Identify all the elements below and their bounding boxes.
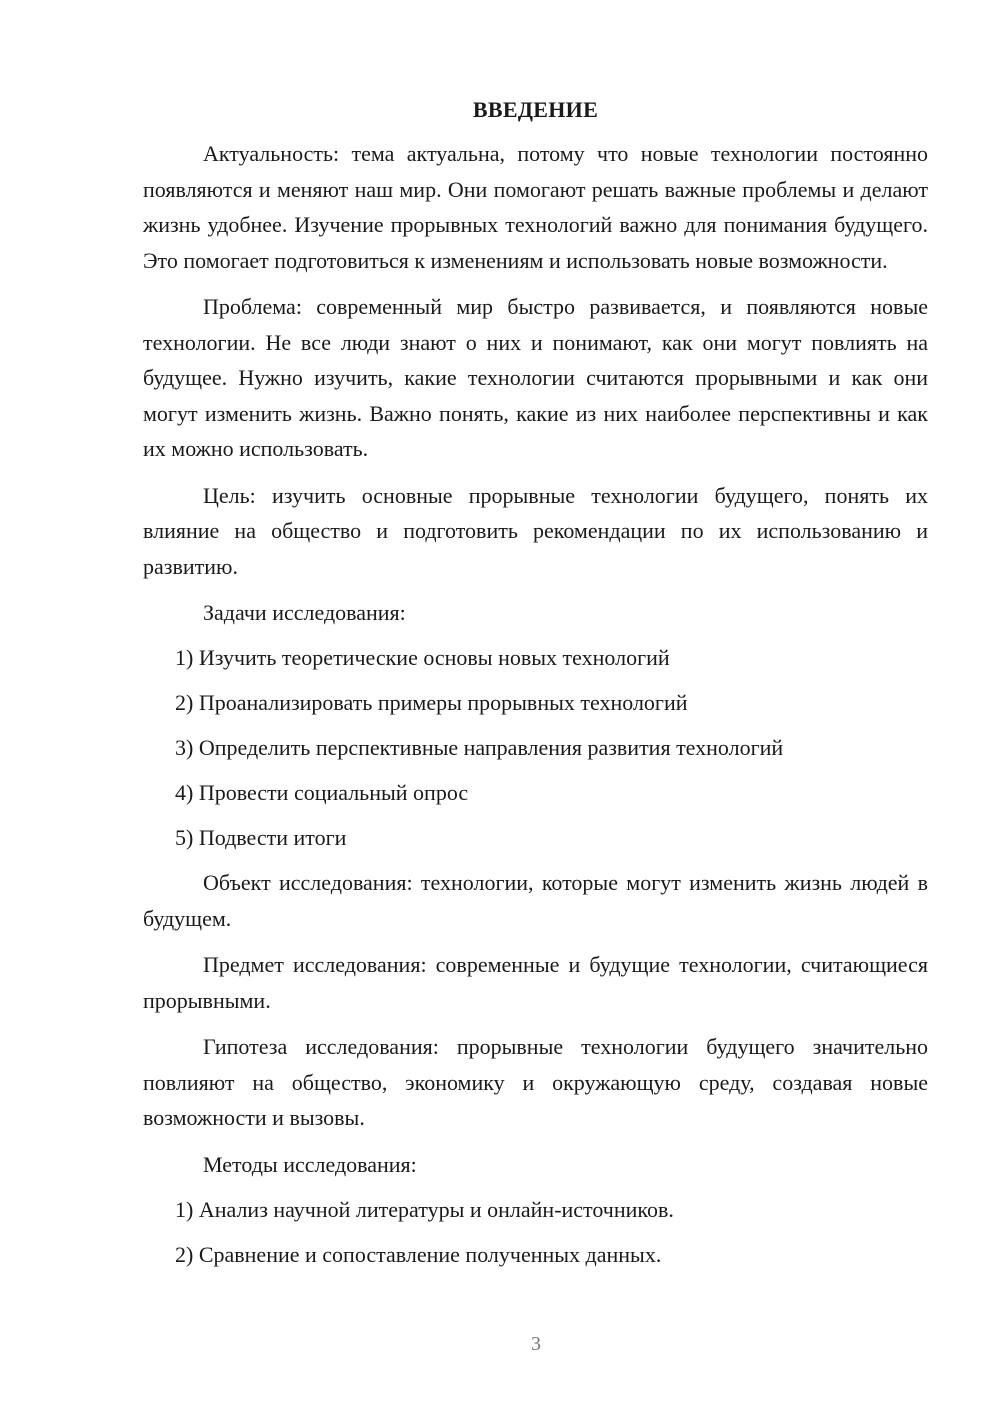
- methods-label: Методы исследования:: [203, 1151, 417, 1177]
- hypothesis-paragraph: Гипотеза исследования: прорывные технологии будущего значительно повлияют на общество, экономику и окружающую среду, создавая новые возможности и вызовы.: [143, 1034, 928, 1130]
- page-number: 3: [531, 1333, 541, 1355]
- task-item-3: 3) Определить перспективные направления развития технологий: [175, 735, 784, 760]
- document-page: [143, 94, 928, 1282]
- goal-paragraph: Цель: изучить основные прорывные технологии будущего, понять их влияние на общество и подготовить рекомендации по их использованию и развитию.: [143, 482, 928, 579]
- method-item-2: 2) Сравнение и сопоставление полученных данных.: [175, 1241, 662, 1267]
- relevance-paragraph: Актуальность: тема актуальна, потому что новые технологии постоянно появляются и меняют наш мир. Они помогают решать важные проблемы и делают жизнь удобнее. Изучение прорывных технологий важно для понимания будущего. Это помогает подготовиться к изменениям и использовать новые возможности.: [143, 141, 928, 273]
- section-title: ВВЕДЕНИЕ: [472, 97, 599, 122]
- method-item-1: 1) Анализ научной литературы и онлайн-источников.: [175, 1196, 674, 1222]
- object-paragraph: Объект исследования: технологии, которые могут изменить жизнь людей в будущем.: [143, 870, 928, 931]
- task-item-1: 1) Изучить теоретические основы новых технологий: [175, 645, 670, 670]
- task-item-5: 5) Подвести итоги: [175, 825, 347, 850]
- problem-paragraph: Проблема: современный мир быстро развивается, и появляются новые технологии. Не все люди знают о них и понимают, как они могут повлиять на будущее. Нужно изучить, какие технологии считаются прорывными и как они могут изменить жизнь. Важно понять, какие из них наиболее перспективны и как их можно использовать.: [143, 294, 928, 461]
- tasks-label: Задачи исследования:: [203, 600, 406, 625]
- task-item-2: 2) Проанализировать примеры прорывных технологий: [175, 690, 688, 715]
- subject-paragraph: Предмет исследования: современные и будущие технологии, считающиеся прорывными.: [143, 952, 928, 1013]
- task-item-4: 4) Провести социальный опрос: [175, 780, 469, 805]
